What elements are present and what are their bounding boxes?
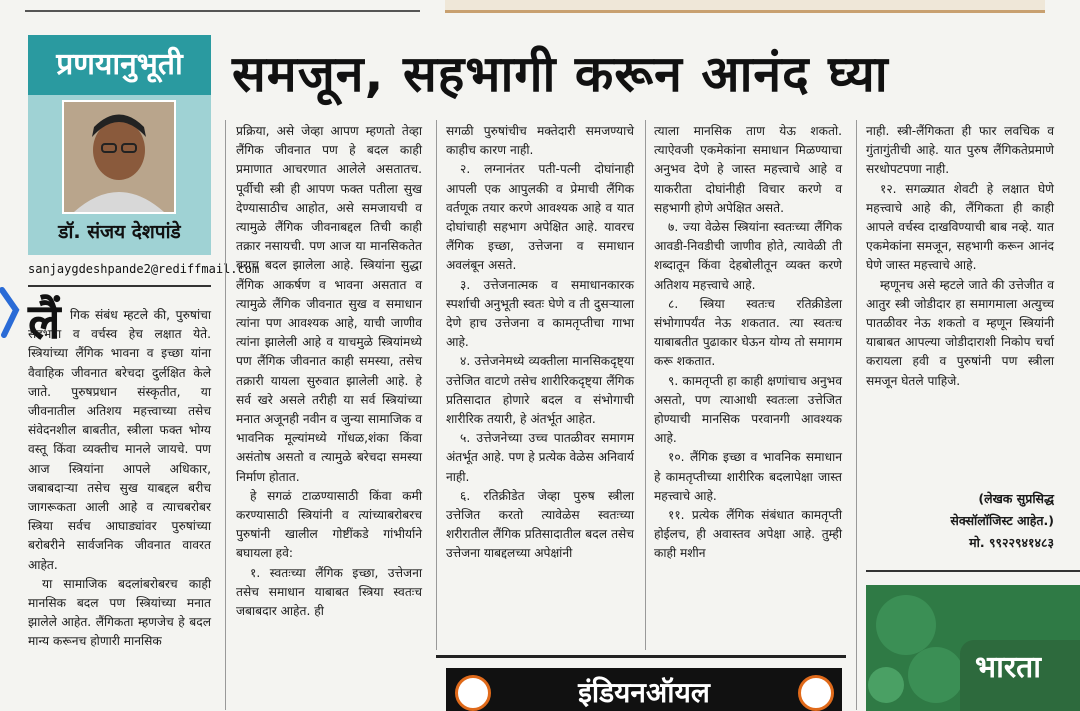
paragraph: १०. लैंगिक इच्छा व भावनिक समाधान हे कामतृप्तीच्या शारीरिक बदलापेक्षा जास्त महत्त्वाचे आहे. — [654, 450, 842, 503]
paragraph: ८. स्त्रिया स्वतःच रतिक्रीडेला संभोगापर्यंत नेऊ शकतात. त्या स्वतःच याबाबतीत पुढाकार घेऊन योग्य तो समागम करू शकतात. — [654, 296, 842, 369]
article-column-4 — [654, 122, 842, 564]
paragraph: ३. उत्तेजनात्मक व समाधानकारक स्पर्शाची अनुभूती स्वतः घेणे व ती दुसऱ्याला देणे हाच उत्तेजना व कामतृप्तीचा गाभा आहे. — [446, 277, 634, 350]
column-label: प्रणयानुभूती — [28, 35, 211, 95]
paragraph: गिक संबंध म्हटले की, पुरुषांचा सहभाग व वर्चस्व हेच लक्षात येते. स्त्रियांच्या लैंगिक भावना व इच्छा यांना वैवाहिक जीवनात बरेचदा दुर्लक्षित केले जाते. पुरुषप्रधान संस्कृतीत, या जीवनातील अतिशय महत्त्वाच्या तसेच संवेदनशील बाबतीत, स्त्रीला फक्त भोग्य वस्तू किंवा व्यक्तीच मानले जायचे. पण आज स्त्रियांना आपले अधिकार, जबाबदाऱ्या तसेच सुख याबद्दल बरीच जागरूकता आली आहे व त्याचबरोबर स्त्रिया सर्वच आघाड्यांवर पुरुषांच्या बरोबरीने सार्वजनिक जीवनात वावरत आहेत. — [28, 308, 211, 572]
indianoil-logo-icon — [798, 675, 834, 711]
article-column-2 — [236, 122, 422, 621]
article-column-1 — [28, 306, 211, 652]
author-byline — [866, 488, 1054, 554]
paragraph: ७. ज्या वेळेस स्त्रियांना स्वतःच्या लैंगिक आवडी-निवडीची जाणीव होते, त्यावेळी ती शब्दातून किंवा देहबोलीतून व्यक्त करणे अतिशय महत्त्वाचे आहे. — [654, 220, 842, 292]
article-column-3 — [446, 122, 634, 564]
paragraph: १. स्वतःच्या लैंगिक इच्छा, उत्तेजना तसेच समाधान याबाबत स्त्रिया स्वतःच जबाबदार आहेत. ही — [236, 565, 422, 619]
author-name: डॉ. संजय देशपांडे — [58, 221, 181, 243]
paragraph: म्हणूनच असे म्हटले जाते की उत्तेजीत व आतुर स्त्री जोडीदार हा समागमाला अत्युच्च पातळीवर नेऊ शकतो व म्हणून स्त्रियांनी याबाबत आपल्या जोडीदाराशी निकोप चर्चा करायला हवी व पुरुषांनी पण स्त्रीला समजून घेतले पाहिजे. — [866, 277, 1054, 388]
paragraph: त्याला मानसिक ताण येऊ शकतो. त्याऐवजी एकमेकांना समाधान मिळण्याचा अनुभव देणे हे जास्त महत्त्वाचे आहे व याकरीता दोघांनीही विचार करणे व सहभागी होणे अपेक्षित असते. — [654, 124, 842, 215]
ad-divider — [866, 570, 1080, 572]
headline: समजून, सहभागी करून आनंद घ्या — [232, 45, 889, 103]
column-separator — [856, 120, 857, 710]
paragraph: ४. उत्तेजनेमध्ये व्यक्तीला मानसिकदृष्ट्या उत्तेजित वाटणे तसेच शारीरिकदृष्ट्या लैंगिक प्रतिसादात होणारे बदल व संभोगाची शारीरिक तयारी, हे अंतर्भूत आहेत. — [446, 354, 634, 427]
sidebar-divider — [28, 285, 211, 287]
column-separator — [645, 120, 646, 650]
column-separator — [436, 120, 437, 650]
byline-line: सेक्सॉलॉजिस्ट आहेत.) — [950, 513, 1054, 528]
top-ad-edge — [445, 0, 1045, 13]
paragraph: प्रक्रिया, असे जेव्हा आपण म्हणतो तेव्हा लैंगिक जीवनात पण हे बदल काही प्रमाणात आचरणात आलेले असतातच. पूर्वीची स्त्री ही आपण फक्त पतीला सुख देण्यासाठीच आहोत, असे समजायची व त्यामुळे लैंगिक जीवनाबद्दल तिची काही तक्रार नसायची. पण आज या मानसिकतेत बराच बदल झालेला आहे. स्त्रियांना सुद्धा लैंगिक आकर्षण व भावना असतात व त्यामुळे लैंगिक जीवनात सुख व समाधान त्यांना पण आवश्यक आहे, याची जाणीव त्यांना झालेली आहे व याचमुळे स्त्रियांमध्ये पण लैंगिक जीवनात काही समस्या, तसेच तक्रारी यायला सुरुवात झालेली आहे. हे सर्व खरे असले तरीही या सर्व स्त्रियांच्या मनात अजूनही नवीन व जुन्या सामाजिक व भावनिक मूल्यांमध्ये गोंधळ,शंका किंवा असंतोष असतो व त्यामुळे बरेचदा समस्या निर्माण होतात. — [236, 124, 422, 484]
decorative-mark-icon — [0, 285, 20, 340]
paragraph: ५. उत्तेजनेच्या उच्च पातळीवर समागम अंतर्भूत आहे. पण हे प्रत्येक वेळेस अनिवार्य नाही. — [446, 431, 634, 484]
author-email: sanjaygdeshpande2@rediffmail.com — [28, 262, 260, 276]
paragraph: हे सगळं टाळण्यासाठी किंवा कमी करण्यासाठी स्त्रियांनी व त्यांच्याबरोबरच पुरुषांनी खालील गोष्टींकडे गांभीर्याने बघायला हवे: — [236, 488, 422, 561]
green-ad-text: भारता — [975, 650, 1041, 685]
paragraph: सगळी पुरुषांचीच मक्तेदारी समजण्याचे काहीच कारण नाही. — [446, 124, 634, 158]
paragraph: २. लग्नानंतर पती-पत्नी दोघांनाही आपली एक आपुलकी व प्रेमाची लैंगिक वर्तणूक तयार करणे आवश्यक आहे व यात दोघांचाही सहभाग अपेक्षित आहे. यावरच लैंगिक इच्छा, उत्तेजना व समाधान अवलंबून असते. — [446, 162, 634, 273]
paragraph: १२. सगळ्यात शेवटी हे लक्षात घेणे महत्त्वाचे आहे की, लैंगिकता ही काही आपले वर्चस्व दाखविण्याची बाब नव्हे. यात एकमेकांना समजून, सहभागी करून आनंद घेणे जास्त महत्त्वाचे आहे. — [866, 181, 1054, 273]
drop-cap: लैं — [28, 294, 61, 350]
article-column-5 — [866, 122, 1054, 391]
top-rule — [25, 0, 420, 12]
ad-divider — [436, 655, 846, 658]
indianoil-logo-icon — [455, 675, 491, 711]
byline-line: (लेखक सुप्रसिद्ध — [978, 491, 1054, 506]
paragraph: ६. रतिक्रीडेत जेव्हा पुरुष स्त्रीला उत्तेजित करतो त्यावेळेस स्वतःच्या शरीरातील लैंगिक प्रतिसादातील बदल तसेच उत्तेजना याबद्दलच्या अपेक्षांनी — [446, 488, 634, 561]
column-separator — [225, 120, 226, 710]
paragraph: ११. प्रत्येक लैंगिक संबंधात कामतृप्ती होईलच, ही अवास्तव अपेक्षा आहे. तुम्ही काही मशीन — [654, 508, 842, 561]
author-portrait-icon — [64, 102, 174, 212]
paragraph: या सामाजिक बदलांबरोबरच काही मानसिक बदल पण स्त्रियांच्या मनात झालेले आहेत. लैंगिकता म्हणजेच हे बदल मान्य करूनच होणारी मानसिक — [28, 576, 211, 649]
paragraph: ९. कामतृप्ती हा काही क्षणांचाच अनुभव असतो, पण त्याआधी स्वतःला उत्तेजित होण्याची मानसिक परवानगी आवश्यक आहे. — [654, 373, 842, 446]
indianoil-ad: इंडियनऑयल — [446, 668, 842, 711]
paragraph: नाही. स्त्री-लैंगिकता ही फार लवचिक व गुंतागुंतीची आहे. यात पुरुष लैंगिकतेप्रमाणे सरधोपटपणा नाही. — [866, 124, 1054, 177]
author-photo — [62, 100, 176, 214]
byline-phone: मो. ९९२२९४१४८३ — [969, 535, 1054, 550]
